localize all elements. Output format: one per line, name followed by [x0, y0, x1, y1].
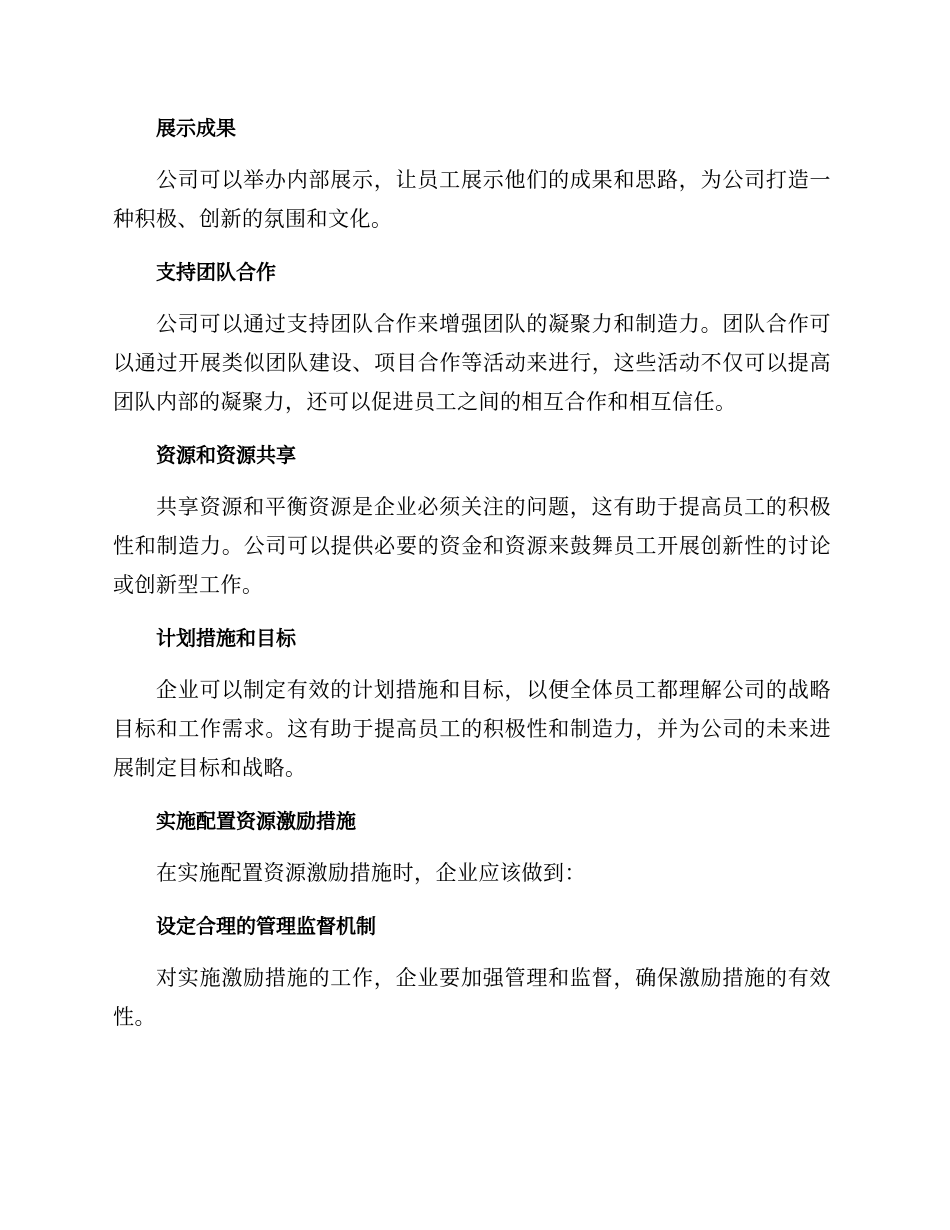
- section-body-teamwork: 公司可以通过支持团队合作来增强团队的凝聚力和制造力。团队合作可以通过开展类似团队建设、项目合作等活动来进行，这些活动不仅可以提高团队内部的凝聚力，还可以促进员工之间的相互合作和相互信任。: [113, 312, 831, 414]
- section-heading-resource-sharing: 资源和资源共享: [156, 443, 296, 467]
- section-heading-teamwork: 支持团队合作: [156, 260, 276, 284]
- section-body-plans-goals: 企业可以制定有效的计划措施和目标，以便全体员工都理解公司的战略目标和工作需求。这有助于提高员工的积极性和制造力，并为公司的未来进展制定目标和战略。: [113, 678, 831, 780]
- section-heading-supervision: 设定合理的管理监督机制: [156, 914, 376, 938]
- section-body-resource-sharing: 共享资源和平衡资源是企业必须关注的问题，这有助于提高员工的积极性和制造力。公司可以提供必要的资金和资源来鼓舞员工开展创新性的讨论或创新型工作。: [113, 495, 831, 597]
- section-body-showcase: 公司可以举办内部展示，让员工展示他们的成果和思路，为公司打造一种积极、创新的氛围和文化。: [113, 168, 831, 231]
- document-page: [113, 108, 831, 1050]
- section-body-supervision: 对实施激励措施的工作，企业要加强管理和监督，确保激励措施的有效性。: [113, 966, 831, 1029]
- section-body-incentive-implementation: 在实施配置资源激励措施时，企业应该做到：: [156, 861, 586, 885]
- section-heading-showcase: 展示成果: [156, 116, 236, 140]
- section-heading-plans-goals: 计划措施和目标: [156, 626, 296, 650]
- section-heading-incentive-implementation: 实施配置资源激励措施: [156, 809, 356, 833]
